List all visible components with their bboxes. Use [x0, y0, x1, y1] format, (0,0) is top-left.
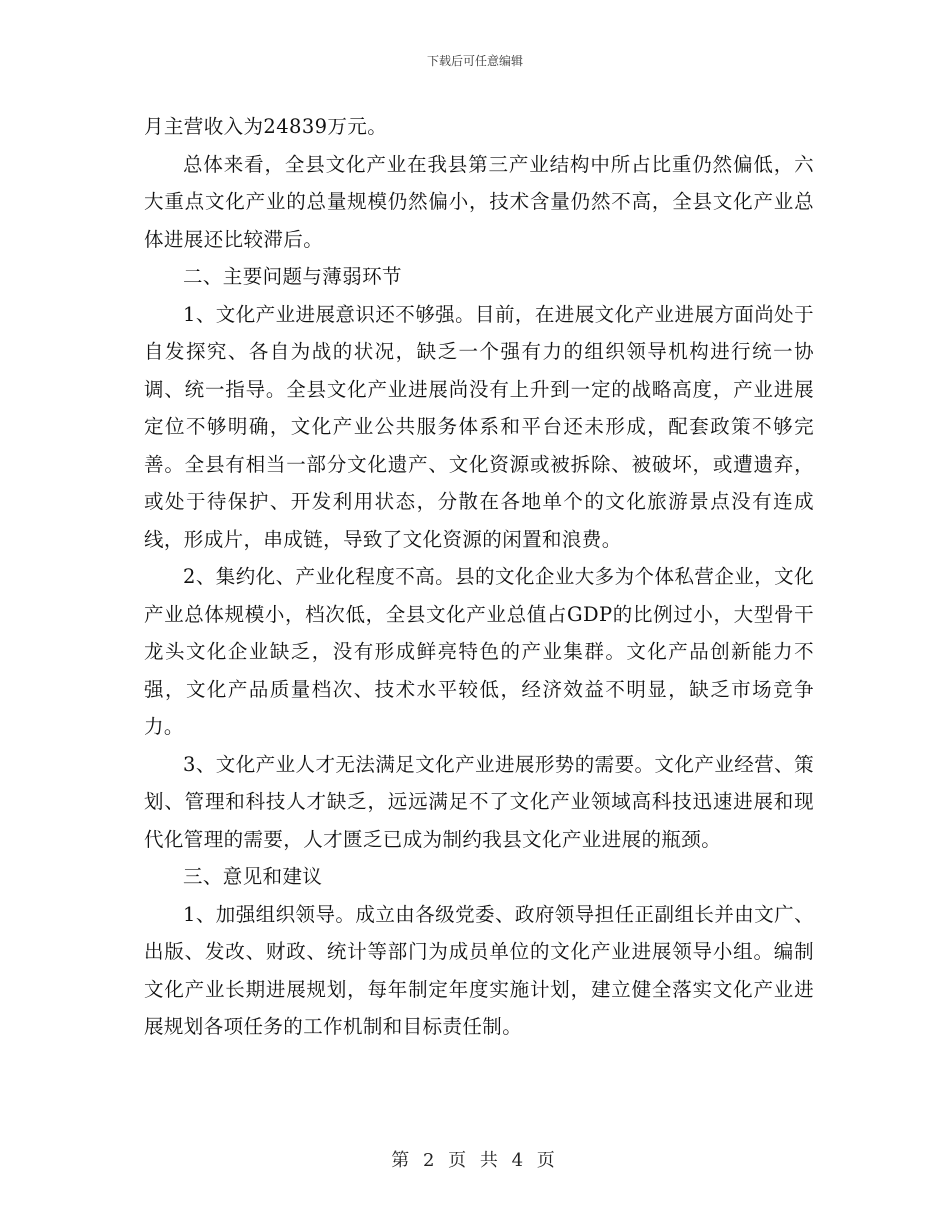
paragraph-problem-2: 2、集约化、产业化程度不高。县的文化企业大多为个体私营企业，文化产业总体规模小，档次低，全县文化产业总值占GDP的比例过小，大型骨干龙头文化企业缺乏，没有形成鲜亮特色的产业集群。文化产品创新能力不强，文化产品质量档次、技术水平较低，经济效益不明显，缺乏市场竞争力。 — [144, 565, 814, 738]
page-header-note: 下载后可任意编辑 — [426, 54, 523, 68]
section-heading-problems: 二、主要问题与薄弱环节 — [183, 265, 402, 288]
page-number-footer: 第 2 页 共 4 页 — [391, 1150, 559, 1171]
paragraph-continuation: 月主营收入为24839万元。 — [144, 115, 388, 138]
paragraph-summary: 总体来看，全县文化产业在我县第三产业结构中所占比重仍然偏低，六大重点文化产业的总量规模仍然偏小，技术含量仍然不高，全县文化产业总体进展还比较滞后。 — [144, 152, 814, 251]
section-heading-suggestions: 三、意见和建议 — [183, 865, 323, 888]
paragraph-problem-1: 1、文化产业进展意识还不够强。目前，在进展文化产业进展方面尚处于自发探究、各自为战的状况，缺乏一个强有力的组织领导机构进行统一协调、统一指导。全县文化产业进展尚没有上升到一定的战略高度，产业进展定位不够明确，文化产业公共服务体系和平台还未形成，配套政策不够完善。全县有相当一部分文化遗产、文化资源或被拆除、被破坏，或遭遗弃，或处于待保护、开发利用状态，分散在各地单个的文化旅游景点没有连成线，形成片，串成链，导致了文化资源的闲置和浪费。 — [144, 302, 814, 551]
document-body — [144, 108, 814, 1046]
paragraph-problem-3: 3、文化产业人才无法满足文化产业进展形势的需要。文化产业经营、策划、管理和科技人才缺乏，远远满足不了文化产业领域高科技迅速进展和现代化管理的需要，人才匮乏已成为制约我县文化产业进展的瓶颈。 — [144, 752, 814, 851]
paragraph-suggestion-1: 1、加强组织领导。成立由各级党委、政府领导担任正副组长并由文广、出版、发改、财政、统计等部门为成员单位的文化产业进展领导小组。编制文化产业长期进展规划，每年制定年度实施计划，建立健全落实文化产业进展规划各项任务的工作机制和目标责任制。 — [144, 902, 814, 1038]
